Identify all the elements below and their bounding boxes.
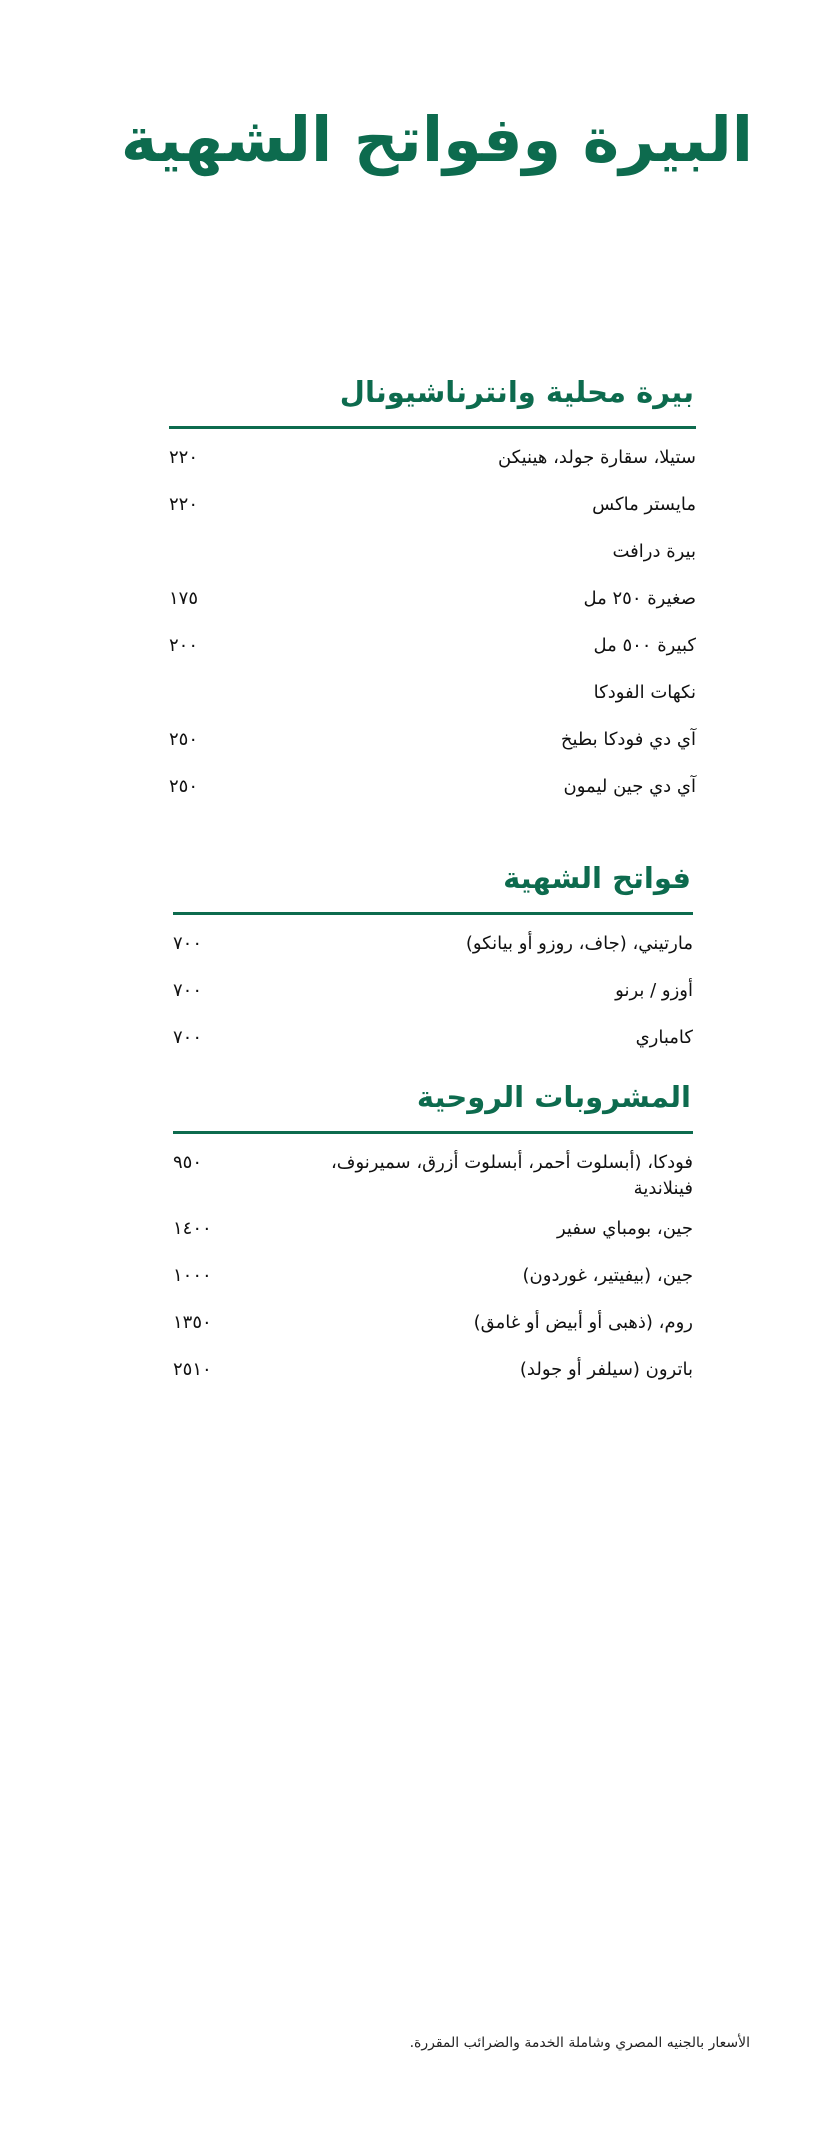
- item-name: صغيرة ٢٥٠ مل: [583, 588, 696, 609]
- section-spirits: [173, 1077, 693, 1404]
- item-price: ٢٥٠: [169, 776, 199, 797]
- menu-item: [173, 1025, 693, 1072]
- item-price: ٧٠٠: [173, 980, 203, 1001]
- item-name: آي دي فودكا بطيخ: [560, 729, 696, 750]
- section-divider: [169, 426, 696, 429]
- section-appetizers: [173, 858, 693, 1072]
- menu-item: [169, 492, 696, 539]
- section-heading: بيرة محلية وانترناشيونال: [339, 375, 694, 409]
- item-price: ١٣٥٠: [173, 1312, 212, 1333]
- item-price: ٩٥٠: [173, 1152, 203, 1173]
- menu-subheading: [169, 539, 696, 586]
- page-title: البيرة وفواتح الشهية: [120, 103, 753, 176]
- item-name: جين، (بيفيتير، غوردون): [522, 1265, 693, 1286]
- item-name: كبيرة ٥٠٠ مل: [593, 635, 696, 656]
- menu-subheading: [169, 680, 696, 727]
- section-heading: المشروبات الروحية: [416, 1080, 691, 1114]
- menu-item: [173, 1310, 693, 1357]
- menu-item: [173, 931, 693, 978]
- menu-item: [173, 978, 693, 1025]
- item-name: بيرة درافت: [612, 541, 696, 562]
- item-price: ٢٥١٠: [173, 1359, 212, 1380]
- menu-item: [173, 1150, 693, 1216]
- item-name: نكهات الفودكا: [593, 682, 696, 703]
- menu-item: [169, 774, 696, 821]
- item-price: ٧٠٠: [173, 933, 203, 954]
- item-name: مارتيني، (جاف، روزو أو بيانكو): [465, 933, 693, 954]
- item-name: كامباري: [635, 1027, 693, 1048]
- item-name: فودكا، (أبسلوت أحمر، أبسلوت أزرق، سميرنوف، فينلاندية: [330, 1152, 693, 1199]
- item-name: ستيلا، سقارة جولد، هينيكن: [497, 447, 696, 468]
- item-name: مايستر ماكس: [592, 494, 696, 515]
- section-divider: [173, 912, 693, 915]
- item-price: ٧٠٠: [173, 1027, 203, 1048]
- section-beer: [169, 372, 696, 821]
- item-name: جين، بومباي سفير: [556, 1218, 693, 1239]
- menu-item: [169, 633, 696, 680]
- item-price: ١٤٠٠: [173, 1218, 212, 1239]
- section-heading: فواتح الشهية: [503, 861, 691, 895]
- item-price: ٢٢٠: [169, 494, 199, 515]
- menu-item: [169, 586, 696, 633]
- section-divider: [173, 1131, 693, 1134]
- item-price: ١٧٥: [169, 588, 199, 609]
- menu-item: [173, 1357, 693, 1404]
- menu-item: [169, 727, 696, 774]
- item-price: ٢٢٠: [169, 447, 199, 468]
- menu-item: [169, 445, 696, 492]
- item-name: باترون (سيلفر أو جولد): [519, 1359, 693, 1380]
- item-price: ٢٥٠: [169, 729, 199, 750]
- item-name: روم، (ذهبى أو أبيض أو غامق): [473, 1312, 693, 1333]
- menu-item: [173, 1216, 693, 1263]
- menu-item: [173, 1263, 693, 1310]
- item-price: ١٠٠٠: [173, 1265, 212, 1286]
- footer-note: الأسعار بالجنيه المصري وشاملة الخدمة والضرائب المقررة.: [409, 2035, 750, 2051]
- item-name: آي دي جين ليمون: [563, 776, 696, 797]
- item-name: أوزو / برنو: [615, 980, 693, 1001]
- item-price: ٢٠٠: [169, 635, 199, 656]
